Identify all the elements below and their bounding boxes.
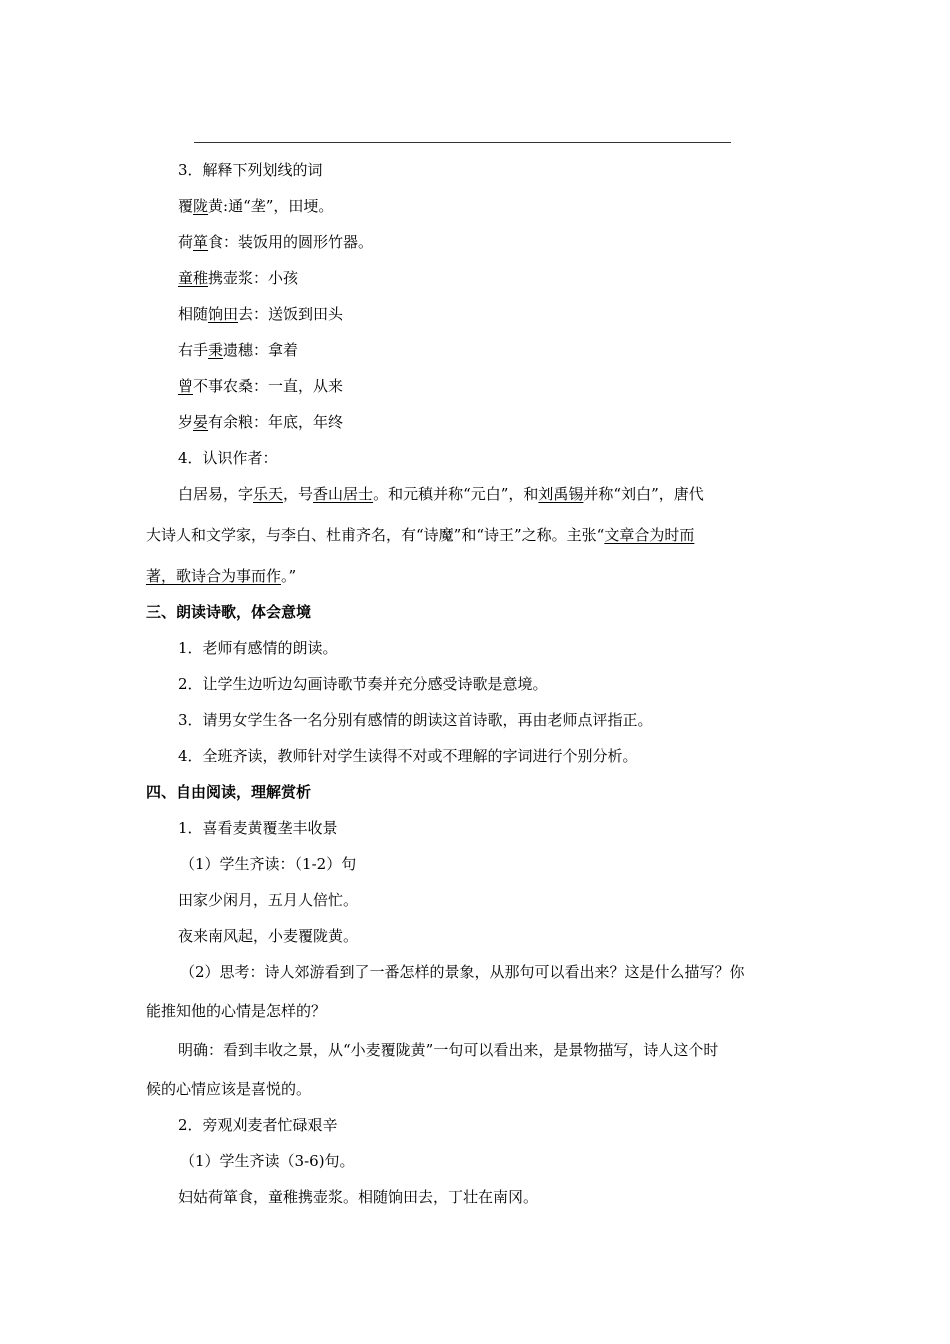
- section-three-item: 4．全班齐读，教师针对学生读得不对或不理解的字词进行个别分析。: [178, 747, 638, 765]
- section-three-item: 2．让学生边听边勾画诗歌节奏并充分感受诗歌是意境。: [178, 675, 548, 693]
- glossary-line: 岁晏有余粮：年底，年终: [178, 413, 344, 431]
- poem-line: 田家少闲月，五月人倍忙。: [178, 891, 359, 909]
- underlined-word: 著，歌诗合为事而作: [146, 567, 282, 585]
- top-rule: [194, 142, 731, 143]
- glossary-line: 曾不事农桑：一直，从来: [178, 377, 344, 395]
- section-four-heading: 四、自由阅读，理解赏析: [146, 783, 312, 801]
- glossary-line: 覆陇黄:通“垄”，田埂。: [178, 197, 334, 215]
- underlined-word: 曾: [178, 377, 194, 395]
- underlined-word: 饷田: [208, 305, 239, 323]
- underlined-word: 箪: [193, 233, 209, 251]
- glossary-line: 荷箪食：装饭用的圆形竹器。: [178, 233, 374, 251]
- glossary-line: 相随饷田去：送饭到田头: [178, 305, 344, 323]
- author-para-line-2: 大诗人和文学家，与李白、杜甫齐名，有“诗魔”和“诗王”之称。主张“文章合为时而: [146, 526, 695, 544]
- underlined-word: 乐天: [253, 485, 284, 503]
- underlined-word: 晏: [193, 413, 209, 431]
- section-three-item: 3．请男女学生各一名分别有感情的朗读这首诗歌，再由老师点评指正。: [178, 711, 653, 729]
- item-4-title: 4．认识作者：: [178, 449, 278, 467]
- answer-line-1: 明确：看到丰收之景，从“小麦覆陇黄”一句可以看出来，是景物描写，诗人这个时: [178, 1041, 719, 1059]
- author-para-line-3: 著，歌诗合为事而作。”: [146, 567, 297, 585]
- underlined-word: 童稚: [178, 269, 209, 287]
- question-line-2: 能推知他的心情是怎样的？: [146, 1002, 327, 1020]
- item-3-title: 3．解释下列划线的词: [178, 161, 323, 179]
- poem-line: 妇姑荷箪食，童稚携壶浆。相随饷田去，丁壮在南冈。: [178, 1188, 539, 1206]
- glossary-line: 右手秉遗穗：拿着: [178, 341, 299, 359]
- underlined-word: 香山居士: [313, 485, 374, 503]
- subsection-title: 1．喜看麦黄覆垄丰收景: [178, 819, 338, 837]
- underlined-word: 陇: [193, 197, 209, 215]
- answer-line-2: 候的心情应该是喜悦的。: [146, 1080, 312, 1098]
- section-three-item: 1．老师有感情的朗读。: [178, 639, 338, 657]
- underlined-word: 秉: [208, 341, 224, 359]
- author-para-line-1: 白居易，字乐天，号香山居士。和元稹并称“元白”，和刘禹锡并称“刘白”，唐代: [178, 485, 704, 503]
- subsection-title: 2．旁观刈麦者忙碌艰辛: [178, 1116, 338, 1134]
- underlined-word: 文章合为时而: [604, 526, 695, 544]
- poem-line: 夜来南风起，小麦覆陇黄。: [178, 927, 359, 945]
- section-three-heading: 三、朗读诗歌，体会意境: [146, 603, 312, 621]
- question-line-1: （2）思考：诗人郊游看到了一番怎样的景象，从那句可以看出来？这是什么描写？你: [180, 963, 745, 981]
- reading-instruction: （1）学生齐读（3-6)句。: [180, 1152, 355, 1170]
- reading-instruction: （1）学生齐读：（1-2）句: [180, 855, 357, 873]
- underlined-word: 刘禹锡: [538, 485, 584, 503]
- glossary-line: 童稚携壶浆：小孩: [178, 269, 299, 287]
